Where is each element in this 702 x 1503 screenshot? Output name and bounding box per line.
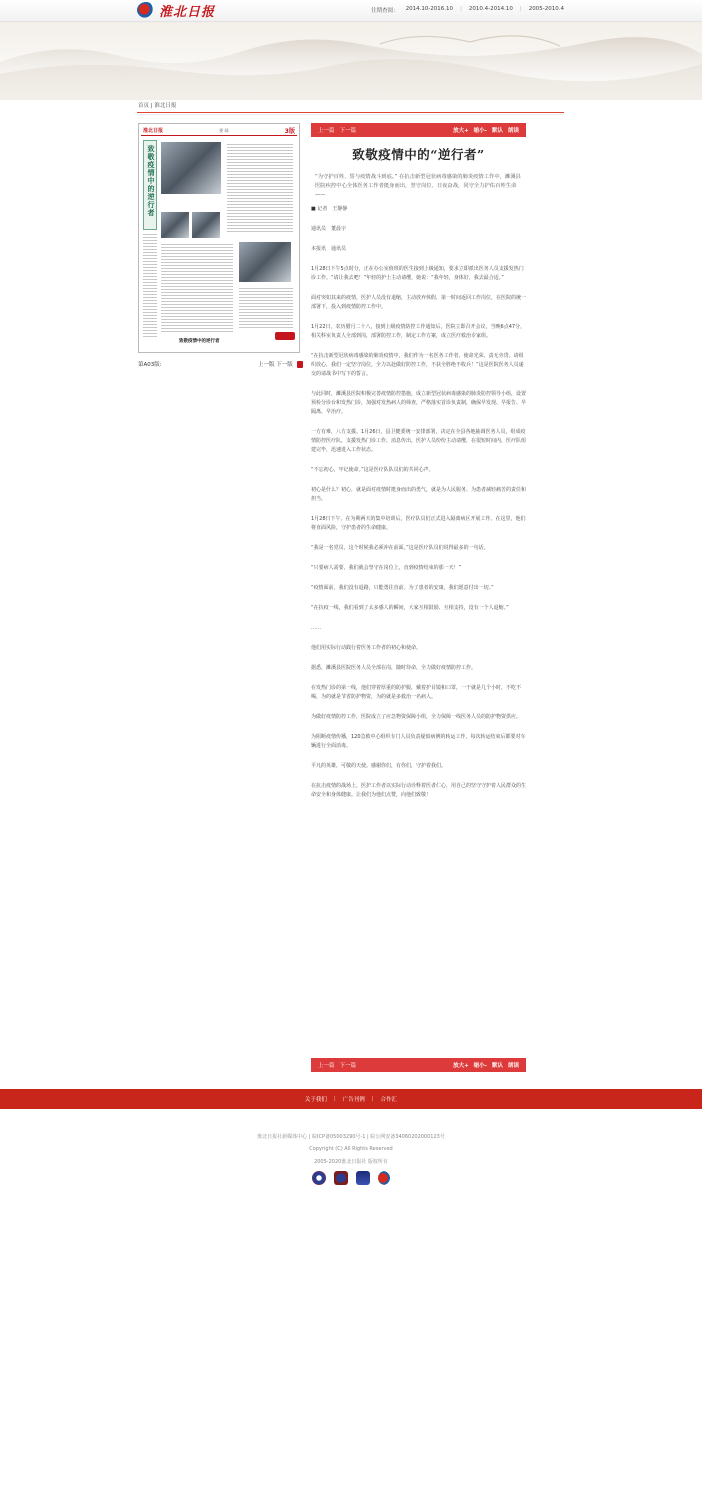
article-paragraph: 初心是什么？初心，就是面对疫情时挺身而出的勇气，就是为人民服务、为患者减轻痛苦的责任和担当。 bbox=[311, 487, 527, 502]
divider: | bbox=[333, 1096, 336, 1102]
article-toolbar-bottom bbox=[311, 1058, 526, 1072]
article-paragraph: 据悉，濉溪县医院医务人员全部在岗，随时待命，全力做好疫情防控工作。 bbox=[311, 665, 477, 671]
page-nav bbox=[258, 360, 303, 368]
article-byline: 本报讯 通讯员 bbox=[311, 246, 347, 252]
divider: | bbox=[371, 1096, 374, 1102]
article-paragraph: 在发热门诊的第一线，他们穿着厚重的防护服，戴着护目镜和口罩，一干就是几个小时，不吃不喝，为的就是节省防护物资，为的就是多救治一名病人。 bbox=[311, 685, 522, 700]
page-prev-next-link[interactable]: 上一版 下一版 bbox=[258, 362, 293, 368]
history-link-3[interactable]: 2005-2010.4 bbox=[528, 6, 564, 12]
footer-icp: 2005-2020淮北日报社 版权所有 bbox=[314, 1159, 388, 1165]
divider: | bbox=[460, 6, 462, 12]
thumb-bottom-headline: 致敬疫情中的逆行者 bbox=[179, 339, 220, 344]
article-paragraph: 平凡的英雄，可敬的天使。感谢你们，有你们，守护着我们。 bbox=[311, 763, 447, 769]
article-paragraph: …… bbox=[311, 625, 321, 631]
article-paragraph: “我是一名党员，这个时候我必须冲在前面。”这是医疗队员们说得最多的一句话。 bbox=[311, 545, 489, 551]
zoom-in-button[interactable]: 放大+ bbox=[453, 128, 469, 134]
history-link-2[interactable]: 2010.4-2014.10 bbox=[468, 6, 513, 12]
article-paragraph: 1月28日下午，在为期两天的集中培训后，医疗队员们正式进入隔离病区开展工作。在这里，他们将直面风险，守护患者的生命健康。 bbox=[311, 516, 526, 531]
zoom-in-button[interactable]: 放大+ bbox=[453, 1063, 469, 1069]
security-badge-icon[interactable] bbox=[334, 1171, 348, 1185]
thumb-header bbox=[141, 126, 297, 136]
article-lead: “为守护百姓，誓与疫情战斗到底。” 在抗击新型冠状病毒感染的肺炎疫情工作中，濉溪县医院疾控中心全体医务工作者挺身而出，坚守岗位、日夜奋战，同守全力护佑百姓生命—— bbox=[315, 174, 521, 198]
read-aloud-button[interactable]: 朗读 bbox=[507, 1063, 519, 1069]
article-toolbar-top bbox=[311, 123, 526, 137]
thumb-photo bbox=[161, 212, 189, 238]
thumb-text-block bbox=[227, 144, 293, 234]
default-size-button[interactable]: 默认 bbox=[491, 1063, 503, 1069]
article-paragraph: “在抗疫一线，我们看到了太多感人的瞬间，大家互相鼓励、互相支持，没有一个人退缩。” bbox=[311, 605, 509, 611]
thumb-text-block bbox=[161, 244, 233, 334]
article-paragraph: 一方有难，八方支援。1月26日，县卫健委统一安排部署，决定在全县各地抽调医务人员，组成疫情防控医疗队，支援发热门诊工作。消息传出，医护人员纷纷主动请缨，在很短时间内，医疗队组建完毕，迅速进入工作状态。 bbox=[311, 429, 527, 453]
thumb-photo bbox=[192, 212, 220, 238]
zoom-out-button[interactable]: 缩小- bbox=[473, 1063, 487, 1069]
article-paragraph: “在抗击新型冠状病毒感染的肺炎疫情中，我们作为一名医务工作者，使命光荣、责无旁贷。请组织放心，我们一定坚守岗位，全力以赴做好防控工作，不获全胜绝不收兵！”这是医院医务人员递交的请战书中写下的誓言。 bbox=[311, 353, 524, 377]
article-paragraph: 与此同时，濉溪县医院积极完善疫情防控措施，成立新型冠状病毒感染的肺炎防控领导小组，设置预检分诊台和发热门诊，加强对发热病人的筛查，严格落实首诊负责制，确保早发现、早报告、早隔离、早治疗。 bbox=[311, 391, 527, 415]
default-size-button[interactable]: 默认 bbox=[491, 128, 503, 134]
pdf-icon[interactable] bbox=[297, 361, 303, 368]
article-paragraph: “不忘初心，牢记使命。”这是医疗队队员们的共同心声。 bbox=[311, 467, 434, 473]
header-banner bbox=[0, 22, 702, 100]
logo-mark-icon bbox=[137, 2, 155, 18]
divider bbox=[137, 112, 564, 113]
thumb-text-block bbox=[239, 288, 293, 330]
divider bbox=[137, 114, 564, 115]
thumb-text-block bbox=[143, 234, 157, 339]
top-bar bbox=[0, 0, 702, 22]
footer-link-partner[interactable]: 合作汇 bbox=[380, 1097, 398, 1103]
page-label: 第A03版: bbox=[138, 362, 162, 368]
history-nav bbox=[371, 6, 564, 14]
thumb-masthead: 淮北日报 bbox=[143, 128, 164, 134]
prev-article-link[interactable]: 上一篇 bbox=[318, 128, 335, 134]
footer-info-links[interactable]: 淮北日报社新媒体中心 | 皖ICP备05003290号-1 | 皖公网安备34060202000123号 bbox=[257, 1134, 445, 1140]
footer-badges bbox=[312, 1171, 392, 1185]
history-label: 往期查阅： bbox=[371, 8, 399, 14]
page-thumbnail[interactable] bbox=[138, 123, 300, 353]
thumb-ad-block bbox=[275, 332, 295, 340]
article-author: ■ 记者 王静静 bbox=[311, 205, 526, 214]
article-title: 致敬疫情中的“逆行者” bbox=[352, 147, 485, 162]
divider: | bbox=[519, 6, 522, 12]
thumb-vertical-title: 致敬疫情中的逆行者 bbox=[143, 140, 157, 230]
article-paragraph: 1月28日下午5点时分，正在办公室值班的医生接到上级通知，要求立即派出医务人员支援发热门诊工作。“请让我去吧！”年轻的护士主动请缨，她说：“我年轻，身体好，我去最合适。” bbox=[311, 266, 524, 281]
footer-link-ads[interactable]: 广告刊例 bbox=[342, 1097, 365, 1103]
site-logo[interactable] bbox=[137, 1, 215, 19]
site-emblem-icon[interactable] bbox=[378, 1171, 392, 1185]
read-aloud-button[interactable]: 朗读 bbox=[507, 128, 519, 134]
article-byline: 通讯员 董晨宇 bbox=[311, 226, 347, 232]
logo-text: 淮北日报 bbox=[159, 4, 216, 20]
verify-badge-icon[interactable] bbox=[356, 1171, 370, 1185]
thumb-section: 要 闻 bbox=[219, 127, 229, 133]
article-body bbox=[311, 205, 526, 811]
footer-nav bbox=[0, 1089, 702, 1109]
history-link-1[interactable]: 2014.10-2016.10 bbox=[405, 6, 454, 12]
footer-link-about[interactable]: 关于我们 bbox=[304, 1097, 327, 1103]
article-paragraph: “只要病人需要，我们就会坚守在岗位上，直到疫情结束的那一天！” bbox=[311, 565, 462, 571]
next-article-link[interactable]: 下一篇 bbox=[339, 128, 357, 134]
thumb-page-num: 3版 bbox=[284, 128, 295, 135]
article-paragraph: 面对突如其来的疫情，医护人员没有退缩，主动放弃休假，第一时间返回工作岗位，在医院的统一部署下，投入到疫情防控工作中。 bbox=[311, 295, 527, 310]
article-paragraph: 为做好疫情防控工作，医院成立了应急物资保障小组，全力保障一线医务人员的防护物资供应。 bbox=[311, 714, 522, 720]
thumb-photo bbox=[161, 142, 221, 194]
article-paragraph: 在抗击疫情的战场上，医护工作者以实际行动诠释着医者仁心，用自己的坚守守护着人民群众的生命安全和身体健康。让我们为他们点赞，向他们致敬！ bbox=[311, 783, 527, 798]
next-article-link[interactable]: 下一篇 bbox=[339, 1063, 357, 1069]
zoom-out-button[interactable]: 缩小- bbox=[473, 128, 487, 134]
prev-article-link[interactable]: 上一篇 bbox=[318, 1063, 335, 1069]
article-paragraph: 他们用实际行动践行着医务工作者的初心和使命。 bbox=[311, 645, 422, 651]
footer-copyright: Copyright (C) All Rights Reserved bbox=[309, 1146, 393, 1152]
article-paragraph: 为阻断疫情传播，120急救中心组织专门人员负责疑似病例的转运工作，每次转运结束后都要对车辆进行全面消毒。 bbox=[311, 734, 526, 749]
article-paragraph: 1月22日，农历腊月二十八，接到上级疫情防控工作通知后，医院立即召开会议，当晚6点47分，相关科室负责人全部到岗，部署防控工作，制定工作方案，成立医疗救治专家组。 bbox=[311, 324, 526, 339]
mountain-ink-illustration bbox=[0, 22, 702, 100]
thumb-photo bbox=[239, 242, 291, 282]
breadcrumb[interactable]: 首页 | 淮北日报 bbox=[138, 103, 177, 109]
article-paragraph: “疫情面前，我们没有退路，只能勇往直前。为了患者的安康，我们愿意付出一切。” bbox=[311, 585, 494, 591]
police-badge-icon[interactable] bbox=[312, 1171, 326, 1185]
